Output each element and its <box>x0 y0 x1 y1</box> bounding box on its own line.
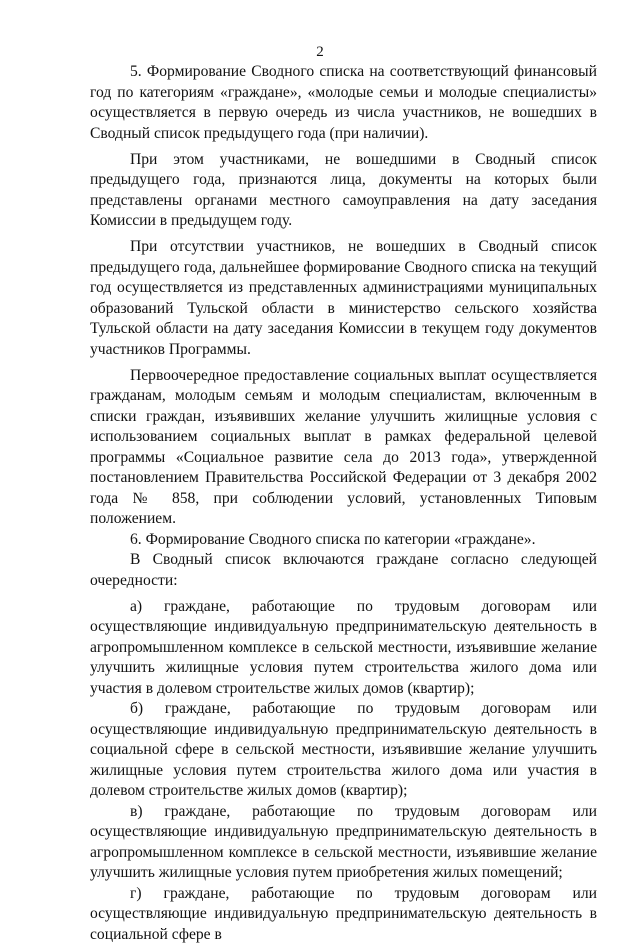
page-number: 2 <box>0 44 640 60</box>
paragraph-absence-of-participants: При отсутствии участников, не вошедших в Сводный список предыдущего года, дальнейшее формирование Сводного списка на текущий год осуществляется из представленных администрациями муниципальных образований Тульской области в министерство сельского хозяйства Тульской области на дату заседания Комиссии в текущем году документов участников Программы. <box>90 237 597 360</box>
paragraph-priority-payments: Первоочередное предоставление социальных выплат осуществляется гражданам, молодым семьям и молодым специалистам, включенным в списки граждан, изъявивших желание улучшить жилищные условия с использованием социальных выплат в рамках федеральной целевой программы «Социальное развитие села до 2013 года», утвержденной постановлением Правительства Российской Федерации от 3 декабря 2002 года № 858, при соблюдении условий, установленных Типовым положением. <box>90 366 597 530</box>
paragraph-non-included-definition: При этом участниками, не вошедшими в Сводный список предыдущего года, признаются лица, документы на которых были представлены органами местного самоуправления на дату заседания Комиссии в предыдущем году. <box>90 150 597 232</box>
list-item-a: а) граждане, работающие по трудовым договорам или осуществляющие индивидуальную предпринимательскую деятельность в агропромышленном комплексе в сельской местности, изъявившие желание улучшить жилищные условия путем строительства жилого дома или участия в долевом строительстве жилых домов (квартир); <box>90 597 597 700</box>
paragraph-order-intro: В Сводный список включаются граждане согласно следующей очередности: <box>90 550 597 591</box>
paragraph-item-6: 6. Формирование Сводного списка по категории «граждане». <box>90 530 597 551</box>
paragraph-item-5: 5. Формирование Сводного списка на соответствующий финансовый год по категориям «граждане», «молодые семьи и молодые специалисты» осуществляется в первую очередь из числа участников, не вошедших в Сводный список предыдущего года (при наличии). <box>90 62 597 144</box>
document-body <box>90 62 597 945</box>
list-item-v: в) граждане, работающие по трудовым договорам или осуществляющие индивидуальную предпринимательскую деятельность в агропромышленном комплексе в сельской местности, изъявившие желание улучшить жилищные условия путем приобретения жилых помещений; <box>90 802 597 884</box>
list-item-g: г) граждане, работающие по трудовым договорам или осуществляющие индивидуальную предпринимательскую деятельность в социальной сфере в <box>90 884 597 945</box>
list-item-b: б) граждане, работающие по трудовым договорам или осуществляющие индивидуальную предпринимательскую деятельность в социальной сфере в сельской местности, изъявившие желание улучшить жилищные условия путем строительства жилого дома или участия в долевом строительстве жилых домов (квартир); <box>90 699 597 802</box>
